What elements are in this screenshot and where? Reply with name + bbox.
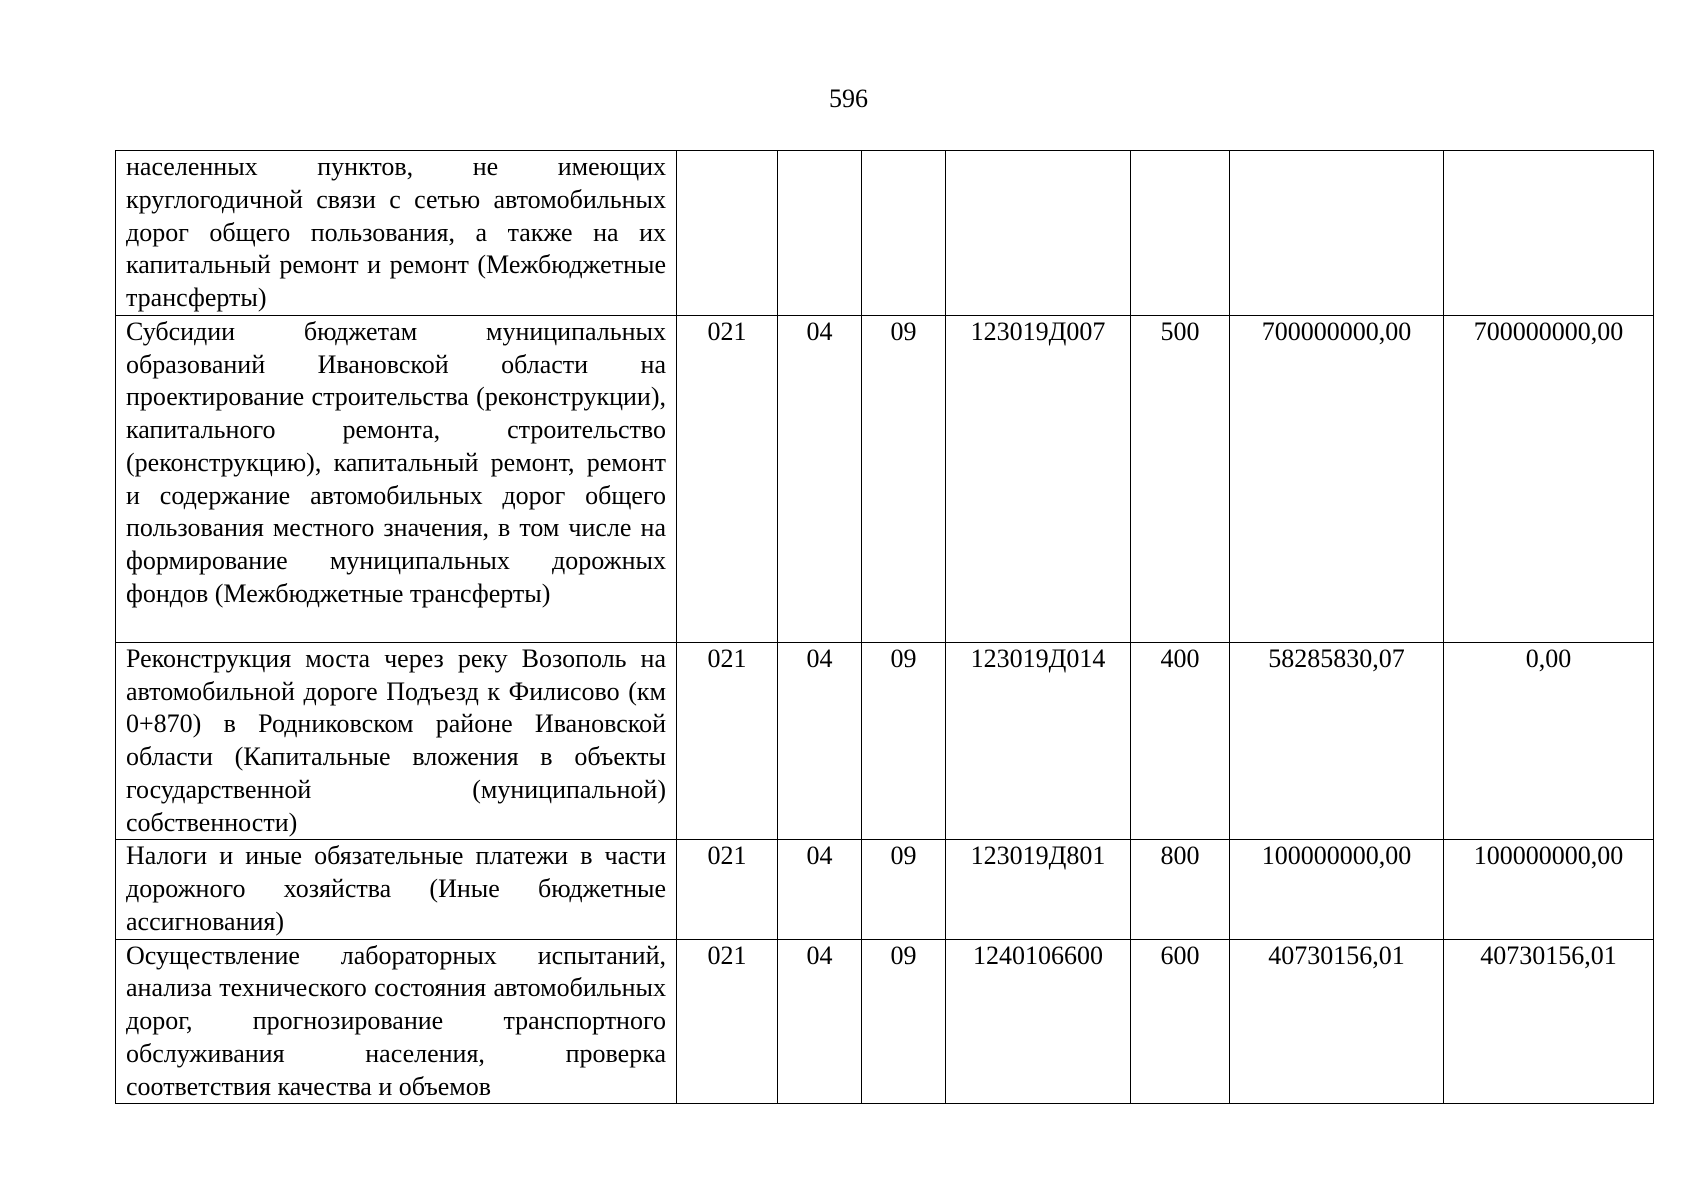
row-target-article: 123019Д007: [946, 315, 1131, 642]
table-row: [116, 151, 1654, 316]
row-amount-1: 40730156,01: [1230, 939, 1444, 1104]
table-row: [116, 642, 1654, 840]
row-description: Реконструкция моста через реку Возополь на автомобильной дороге Подъезд к Филисово (км 0+870) в Родниковском районе Ивановской области (Капитальные вложения в объекты государственной (муниципальной) собственности): [116, 642, 677, 840]
row-amount-2: 700000000,00: [1444, 315, 1654, 642]
row-ministry-code: [677, 151, 778, 316]
row-amount-1: [1230, 151, 1444, 316]
row-ministry-code: 021: [677, 939, 778, 1104]
row-expense-type: 400: [1131, 642, 1230, 840]
row-amount-2: 0,00: [1444, 642, 1654, 840]
row-expense-type: 600: [1131, 939, 1230, 1104]
row-expense-type: 800: [1131, 840, 1230, 939]
row-target-article: [946, 151, 1131, 316]
row-section-code: 04: [778, 315, 862, 642]
row-amount-2: 40730156,01: [1444, 939, 1654, 1104]
row-amount-1: 100000000,00: [1230, 840, 1444, 939]
table-row: [116, 840, 1654, 939]
row-expense-type: 500: [1131, 315, 1230, 642]
row-subsection-code: 09: [862, 939, 946, 1104]
row-subsection-code: 09: [862, 315, 946, 642]
row-section-code: 04: [778, 939, 862, 1104]
row-ministry-code: 021: [677, 315, 778, 642]
row-ministry-code: 021: [677, 642, 778, 840]
row-amount-2: [1444, 151, 1654, 316]
table-row: [116, 939, 1654, 1104]
row-description: Субсидии бюджетам муниципальных образований Ивановской области на проектирование строительства (реконструкции), капитального ремонта, строительство (реконструкцию), капитальный ремонт, ремонт и содержание автомобильных дорог общего пользования местного значения, в том числе на формирование муниципальных дорожных фондов (Межбюджетные трансферты): [116, 315, 677, 642]
page-number: 596: [829, 84, 868, 113]
row-subsection-code: 09: [862, 642, 946, 840]
row-amount-1: 58285830,07: [1230, 642, 1444, 840]
row-subsection-code: 09: [862, 840, 946, 939]
row-target-article: 123019Д801: [946, 840, 1131, 939]
row-section-code: 04: [778, 840, 862, 939]
row-expense-type: [1131, 151, 1230, 316]
table-row: [116, 315, 1654, 642]
row-subsection-code: [862, 151, 946, 316]
row-amount-1: 700000000,00: [1230, 315, 1444, 642]
row-description: Осуществление лабораторных испытаний, анализа технического состояния автомобильных дорог, прогнозирование транспортного обслуживания населения, проверка соответствия качества и объемов: [116, 939, 677, 1104]
row-description: населенных пунктов, не имеющих круглогодичной связи с сетью автомобильных дорог общего пользования, а также на их капитальный ремонт и ремонт (Межбюджетные трансферты): [116, 151, 677, 316]
budget-table: [115, 150, 1654, 1104]
row-target-article: 123019Д014: [946, 642, 1131, 840]
row-ministry-code: 021: [677, 840, 778, 939]
row-section-code: 04: [778, 642, 862, 840]
row-target-article: 1240106600: [946, 939, 1131, 1104]
row-amount-2: 100000000,00: [1444, 840, 1654, 939]
row-description: Налоги и иные обязательные платежи в части дорожного хозяйства (Иные бюджетные ассигнования): [116, 840, 677, 939]
row-section-code: [778, 151, 862, 316]
